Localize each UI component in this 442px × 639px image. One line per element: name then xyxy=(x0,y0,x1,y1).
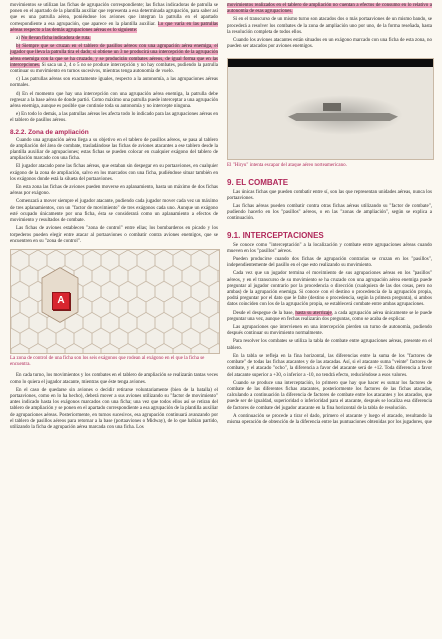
paragraph: Cuando los aviones atacantes están situados en un exágono marcado con una ficha de esta zona, no pueden ser atacados por aviones enemigos. xyxy=(227,38,432,50)
list-item-e: e) En todo lo demás, a las patrullas aéreas les afecta todo lo indicado para las agrupaciones aéreas en el tablero de pasillos aéreos. xyxy=(10,112,218,124)
paragraph: Si en el transcurso de un mismo turno son atacados dos o más portaaviones de un mismo bando, se procederá a resolver los combates de la zona de ampliación uno por uno, de la forma reseñada, hasta la resolución completa de todos ellos. xyxy=(227,17,432,35)
hex-grid xyxy=(11,250,219,353)
paragraph: Las agrupaciones que intervienen en una intercepción pierden un turno de autonomía, pudiendo después continuar su movimiento normalmente. xyxy=(227,325,432,337)
highlighted-text: movimientos realizados en el tablero de ampliación no cuentan a efectos de consumo en lo relativo a autonomía de esas agrupaciones. xyxy=(227,3,432,15)
photo-border xyxy=(228,59,433,67)
list-item-a: a) No llevan ficha indicadora de ruta. xyxy=(16,36,91,42)
figure-caption: La zona de control de una ficha son los seis exágonos que rodean al exágono en el que la ficha se encuentra. xyxy=(10,355,205,368)
paragraph: Las fichas de aviones establecen "zona de control" entre ellas; los bombarderos en picado y los torpederos pueden elegir entre atacar al portaaviones o combatir contra aviones enemigos, que se encuentren en su "zona de control". xyxy=(10,226,218,244)
section-heading: 8.2.2. Zona de ampliación xyxy=(10,128,89,136)
ship-island xyxy=(323,103,341,111)
highlighted-text: No llevan ficha indicadora de ruta. xyxy=(21,36,91,42)
hex-grid-figure xyxy=(10,249,220,354)
paragraph: Se conoce como "interceptación" a la localización y combate entre agrupaciones aéreas cuando mueven en los "pasillos" aéreos. xyxy=(227,242,432,254)
list-item-c: c) Las patrullas aéreas son exactamente iguales, respecto a la autonomía, a las agrupaciones aéreas normales. xyxy=(10,77,218,89)
paragraph: En el caso de quedarse sin aviones o decidir retirarse voluntariamente (bien de la batalla) el portaaviones, como en lo ha hecho), deberá mover a sus aviones utilizando su "factor de movimiento" antes indicado hasta los exágonos marcados con una ficha; una vez que todos ellos así se retiran del tablero de ampliación y se ponen en el apartado correspondiente a esa agrupación de la plantilla auxiliar de agrupaciones aéreas. Posteriormente, en turnos sucesivos, esa agrupación continuará avanzando por el tablero de pasillos aéreos para retornar a la base (portaaviones o Midway), de lo que habían partido, utilizando la ficha de agrupación aérea marcada con una ficha. Los xyxy=(10,387,218,430)
paragraph: movimientos se utilizan las fichas de agrupación correspondiente; las fichas indicadoras de patrulla se ponen en el apartado de la plantilla auxiliar que representa a esa determinada agrupación, para saber así que es una patrulla aérea, poniéndose los aviones que integran la patrulla en el apartado correspondiente a esa agrupación, que aparece en la plantilla auxiliar. Lo que varía en las patrullas aéreas respecto a las demás agrupaciones aéreas es lo siguiente: xyxy=(10,3,218,33)
left-column xyxy=(10,3,218,433)
right-column xyxy=(227,3,432,428)
paragraph xyxy=(227,3,432,15)
paragraph: Las fichas aéreas pueden combatir contra otras fichas aéreas utilizando su "factor de combate", pudiendo hacerlo en los "pasillos" aéreos, o en las "zonas de ampliación", según se explica a continuación. xyxy=(227,204,432,222)
paragraph: A continuación se procede a tirar el dado, primero el atacante y luego el atacado, resultando la misma operación de obtención de la diferencia entre las puntuaciones obtenidas por los jugadores, que xyxy=(227,413,432,425)
section-heading-interceptions: 9.1. INTERCEPTACIONES xyxy=(227,230,324,240)
paragraph: En esta zona las fichas de aviones pueden moverse en aplanamiento, hasta un máximo de dos fichas aéreas por exágono. xyxy=(10,185,218,197)
section-heading-combat: 9. EL COMBATE xyxy=(227,177,289,187)
photo-figure xyxy=(227,58,434,160)
paragraph: Para resolver los combates se utiliza la tabla de combate entre agrupaciones aéreas, presente en el tablero. xyxy=(227,339,432,351)
paragraph: En la tabla se refleja en la fina horizontal, las diferencias entre la suma de los "factores de combate" de todas las fichas atacantes y de las atacadas. Así, si el atacante suma "veinte" factores de combate, y el atacado "ocho", la diferencia a favor del atacante será de +12. Toda diferencia a favor del atacante superior a +30, o inferior a -10, no tendrá efecto, reduciéndose a esos valores. xyxy=(227,353,432,378)
paragraph: Cuando se produce una interceptación, lo primero que hay que hacer es sumar los factores de combate de las diferentes fichas atacantes, posteriormente los factores de las fichas atacadas, calculando a continuación la diferencia de factores de combate entre los atacantes y los atacados, que puede ser de igualdad, superioridad o inferioridad para el atacante, después se localiza esa diferencia de factores de combate del jugador atacante en la fina horizontal de la tabla de resolución. xyxy=(227,380,432,411)
paragraph: En cada turno, los movimientos y los combates en el tablero de ampliación se realizarán tantas veces como lo quiera el jugador atacante, mientras que éste tenga aviones. xyxy=(10,373,218,385)
photo-caption: El "Hiryu" intenta escapar del ataque aéreo norteamericano. xyxy=(227,163,347,169)
paragraph: Cada vez que un jugador termina el movimiento de sus agrupaciones aéreas en los "pasillos" aéreos, y en el transcurso de su movimiento se ha cruzado con una agrupación aérea enemiga puede preguntar al jugador contrario por la procedencia o dirección (cualquiera de las dos cosas, pero no ambas) de la agrupación enemiga. Si conoce con el destino o procedencia de la agrupación propia, podrá preguntar por el dato que le falte (destino o procedencia, según la primera pregunta), si ambos datos coinciden con los de la agrupación propia, se establecerá combate entre ambas agrupaciones. xyxy=(227,271,432,308)
paragraph: Cuando una agrupación aérea llega a su objetivo en el tablero de pasillos aéreos, se pasa al tablero de ampliación del área de combate, trasladándose las fichas de aviones atacantes a ese tablero desde la plantilla auxiliar de agrupaciones; estas fichas se pueden colocar en cualquier exágono del tablero de ampliación marcado con una ficha. xyxy=(10,137,218,162)
paragraph: El jugador atacado pone las fichas aéreas, que estaban sin despegar en su portaaviones, en cualquier exágono de la zona de ampliación, salvo en los marcados con una ficha, pudiéndose situar también en los exágonos donde está la silueta del portaaviones. xyxy=(10,164,218,182)
list-item-d: d) En el momento que hay una intercepción con una agrupación aérea enemiga, la patrulla debe regresar a la base aérea de donde partió. Como máximo una patrulla puede interceptar a una agrupación aérea enemiga, aunque es posible que continúe toda su autonomía y no intercepte ninguna. xyxy=(10,91,218,110)
highlighted-text: hasta su aterrizaje xyxy=(295,310,332,316)
paragraph: Desde el despegue de la base, hasta su aterrizaje, a cada agrupación aérea únicamente se le puede preguntar una vez, aunque en fechas realizarán dos preguntas, como se acaba de explicar. xyxy=(227,310,432,322)
paragraph: Las únicas fichas que pueden combatir entre sí, son las que representan unidades aéreas, nunca los portaaviones. xyxy=(227,189,432,201)
highlighted-text: b) Siempre que se cruzan en el tablero de pasillos aéreos con una agrupación aérea enemiga, el jugador que lleva la patrulla tira el dado; si obtiene un 3 ne producirá una intercepción de la agrupación aérea enemiga con la que se ha cruzado, y se producirán combates aéreos, de igual forma que en las intercepciones. xyxy=(10,44,218,68)
highlighted-text: Lo que varía en las patrullas aéreas respecto a las demás agrupaciones aéreas es lo siguiente: xyxy=(10,21,218,33)
paragraph: Pueden producirse cuando dos fichas de agrupación contrarias se cruzan en los "pasillos", independientemente del pasillo en el que esto realizando su movimiento. xyxy=(227,257,432,269)
list-item-b: b) Siempre que se cruzan en el tablero de pasillos aéreos con una agrupación aérea enemiga, el jugador que lleva la patrulla tira el dado; si obtiene un 3 ne producirá una intercepción de la agrupación aérea enemiga con la que se ha cruzado, y se producirán combates aéreos, de igual forma que en las intercepciones. Si saca un 2, 4 o 5 no se produce intercepción y no hay combates, pudiendo la patrulla continuar su movimiento en turnos sucesivos, mientras tenga autonomía de vuelo. xyxy=(10,44,218,75)
unit-counter: A xyxy=(52,292,70,310)
paragraph: Comenzará a mover siempre el jugador atacante, pudiendo cada jugador mover cada vez un máximo de tres aplanamientos, con un "factor de movimiento" de tres exágonos cada uno. Aunque un exágono esté ocupado únicamente por una ficha, ésta se considerará como un aplanamiento a efectos de movimiento y resultados de combate. xyxy=(10,199,218,224)
